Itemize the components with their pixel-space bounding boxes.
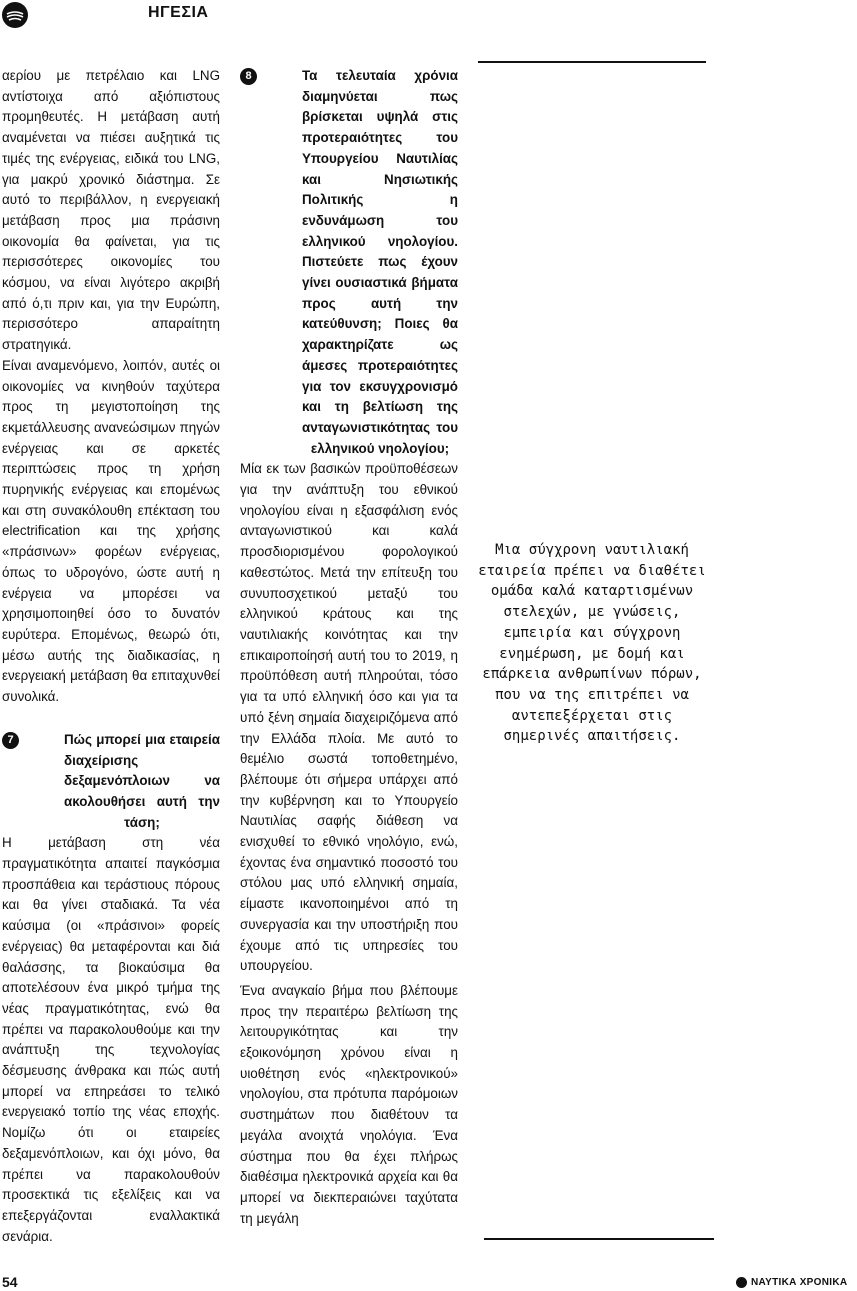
paragraph: Η μετάβαση στη νέα πραγματικότητα απαιτεί παγκόσμια προσπάθεια και τεράστιους πόρους και θα γίνει σταδιακά. Τα νέα καύσιμα (οι «πράσινοι» φορείς ενέργειας) θα μεταφέρονται και διά θαλάσσης, τα βιοκαύσιμα θα αποτελέσουν ένα μικρό τμήμα της νέας πραγματικότητας, ενώ θα πρέπει να παρακολουθούμε και την ανάπτυξη της τεχνολογίας δέσμευσης άνθρακα και πώς αυτή μπορεί να επηρεάσει το τελικό ενεργειακό τοπίο της νέας εποχής. Νομίζω ότι οι εταιρείες δεξαμενόπλοιων, και όχι μόνο, θα πρέπει να παρακολουθούν προσεκτικά τις εξελίξεις και να επεξεργάζονται εναλλακτικά σενάρια. bbox=[2, 835, 220, 1244]
question-number-badge: 7 bbox=[2, 732, 19, 749]
brand-name: ΝΑΥΤΙΚΑ ΧΡΟΝΙΚΑ bbox=[751, 1277, 848, 1288]
section-title: ΗΓΕΣΙΑ bbox=[148, 4, 209, 21]
column-left bbox=[2, 66, 220, 1247]
paragraph: αερίου με πετρέλαιο και LNG αντίστοιχα από αξιόπιστους προμηθευτές. Η μετάβαση αυτή αναμένεται να πιέσει αυξητικά τις τιμές της ενέργειας, ειδικά του LNG, για μακρύ χρονικό διάστημα. Σε αυτό το περιβάλλον, η ενεργειακή μετάβαση προς μια πράσινη οικονομία θα φαίνεται, για τις περισσότερες οικονομίες του κόσμου, να είναι λιγότερο ακριβή από ό,τι πριν και, για την Ευρώπη, περισσότερο απαραίτητη στρατηγικά. bbox=[2, 68, 220, 353]
question-text: Τα τελευταία χρόνια διαμηνύεται πως βρίσκεται υψηλά στις προτεραιότητες του Υπουργείου Ναυτιλίας και Νησιωτικής Πολιτικής η ενδυνάμωση του ελληνικού νηολογίου. Πιστεύετε πως έχουν γίνει ουσιαστικά βήματα προς αυτή την κατεύθυνση; Ποιες θα χαρακτηρίζατε ως άμεσες προτεραιότητες για τον εκσυγχρονισμό και τη βελτίωση της ανταγωνιστικότητας του ελληνικού νηολογίου; bbox=[302, 68, 458, 456]
page-number: 54 bbox=[2, 1274, 18, 1290]
paragraph: Μία εκ των βασικών προϋποθέσεων για την ανάπτυξη του εθνικού νηολογίου είναι η εξασφάλιση ενός ανταγωνιστικού και καλά προσδιορισμένου φορολογικού καθεστώτος. Μετά την επίτευξη του συνυποσχετικού μεταξύ του ελληνικού κράτους και της ναυτιλιακής κοινότητας και την επικαιροποίησή αυτή του το 2019, η προϋπόθεση αυτή πληρούται, τόσο για τα υπό ελληνική όσο και για τα υπό ξένη σημαία διαχειριζόμενα από την Ελλάδα πλοία. Με αυτό το θεμέλιο σωστά τοποθετημένο, βλέπουμε ότι σήμερα υπάρχει από την κυβέρνηση και το Υπουργείο Ναυτιλίας σαφής διάθεση να ενισχυθεί το εθνικό νηολόγιο, ενώ, έχοντας ένα σημαντικό ποσοστό του στόλου μας υπό ελληνική σημαία, είμαστε ικανοποιημένοι από τη συνεργασία και την υποστήριξη που έχουμε από τις υπηρεσίες του υπουργείου. bbox=[240, 461, 458, 974]
logo-icon bbox=[2, 2, 28, 28]
question-text: Πώς μπορεί μια εταιρεία διαχείρισης δεξαμενόπλοιων να ακολουθήσει αυτή την τάση; bbox=[64, 731, 220, 830]
pull-quote: Μια σύγχρονη ναυτιλιακή εταιρεία πρέπει να διαθέτει ομάδα καλά καταρτισμένων στελεχών, με γνώσεις, εμπειρία και σύγχρονη ενημέρωση, με δομή και επάρκεια ανθρωπίνων πόρων, που να της επιτρέπει να αντεπεξέρχεται στις σημερινές απαιτήσεις. bbox=[478, 542, 706, 745]
question-number-badge: 8 bbox=[240, 68, 257, 85]
question-8 bbox=[240, 66, 458, 459]
column-middle bbox=[240, 66, 458, 1229]
divider-top bbox=[478, 61, 706, 63]
divider-bottom bbox=[484, 1238, 714, 1240]
paragraph: Είναι αναμενόμενο, λοιπόν, αυτές οι οικονομίες να κινηθούν ταχύτερα προς τη μεγιστοποίηση της εκμετάλλευσης ανανεώσιμων πηγών ενέργειας και σε αρκετές περιπτώσεις προς τη χρήση πυρηνικής ενέργειας και επομένως και στη συνακόλουθη επέκταση του electrification και της χρήσης «πράσινων» φορέων ενέργειας, όπως το υδρογόνο, ώστε αυτή η ενέργεια να μπορέσει να χρησιμοποιηθεί όσο το δυνατόν ευρύτερα. Επομένως, θεωρώ ότι, μέσω αυτής της διαδικασίας, η ενεργειακή μετάβαση θα επιταχυνθεί συνολικά. bbox=[2, 357, 220, 705]
paragraph: Ένα αναγκαίο βήμα που βλέπουμε προς την περαιτέρω βελτίωση της λειτουργικότητας και την εξοικονόμηση χρόνου είναι η υιοθέτηση ενός «ηλεκτρονικού» νηολογίου, στα πρότυπα παρόμοιων συστημάτων που διαθέτουν τα μεγάλα ανοιχτά νηολόγια. Ένα σύστημα που θα έχει πλήρως διαθέσιμα ηλεκτρονικά αρχεία και θα μπορεί να διεκπεραιώνει ταχύτατα τη μεγάλη bbox=[240, 982, 458, 1226]
brand-logo-icon bbox=[736, 1277, 747, 1288]
brand-footer bbox=[736, 1277, 847, 1288]
question-7 bbox=[2, 730, 220, 834]
